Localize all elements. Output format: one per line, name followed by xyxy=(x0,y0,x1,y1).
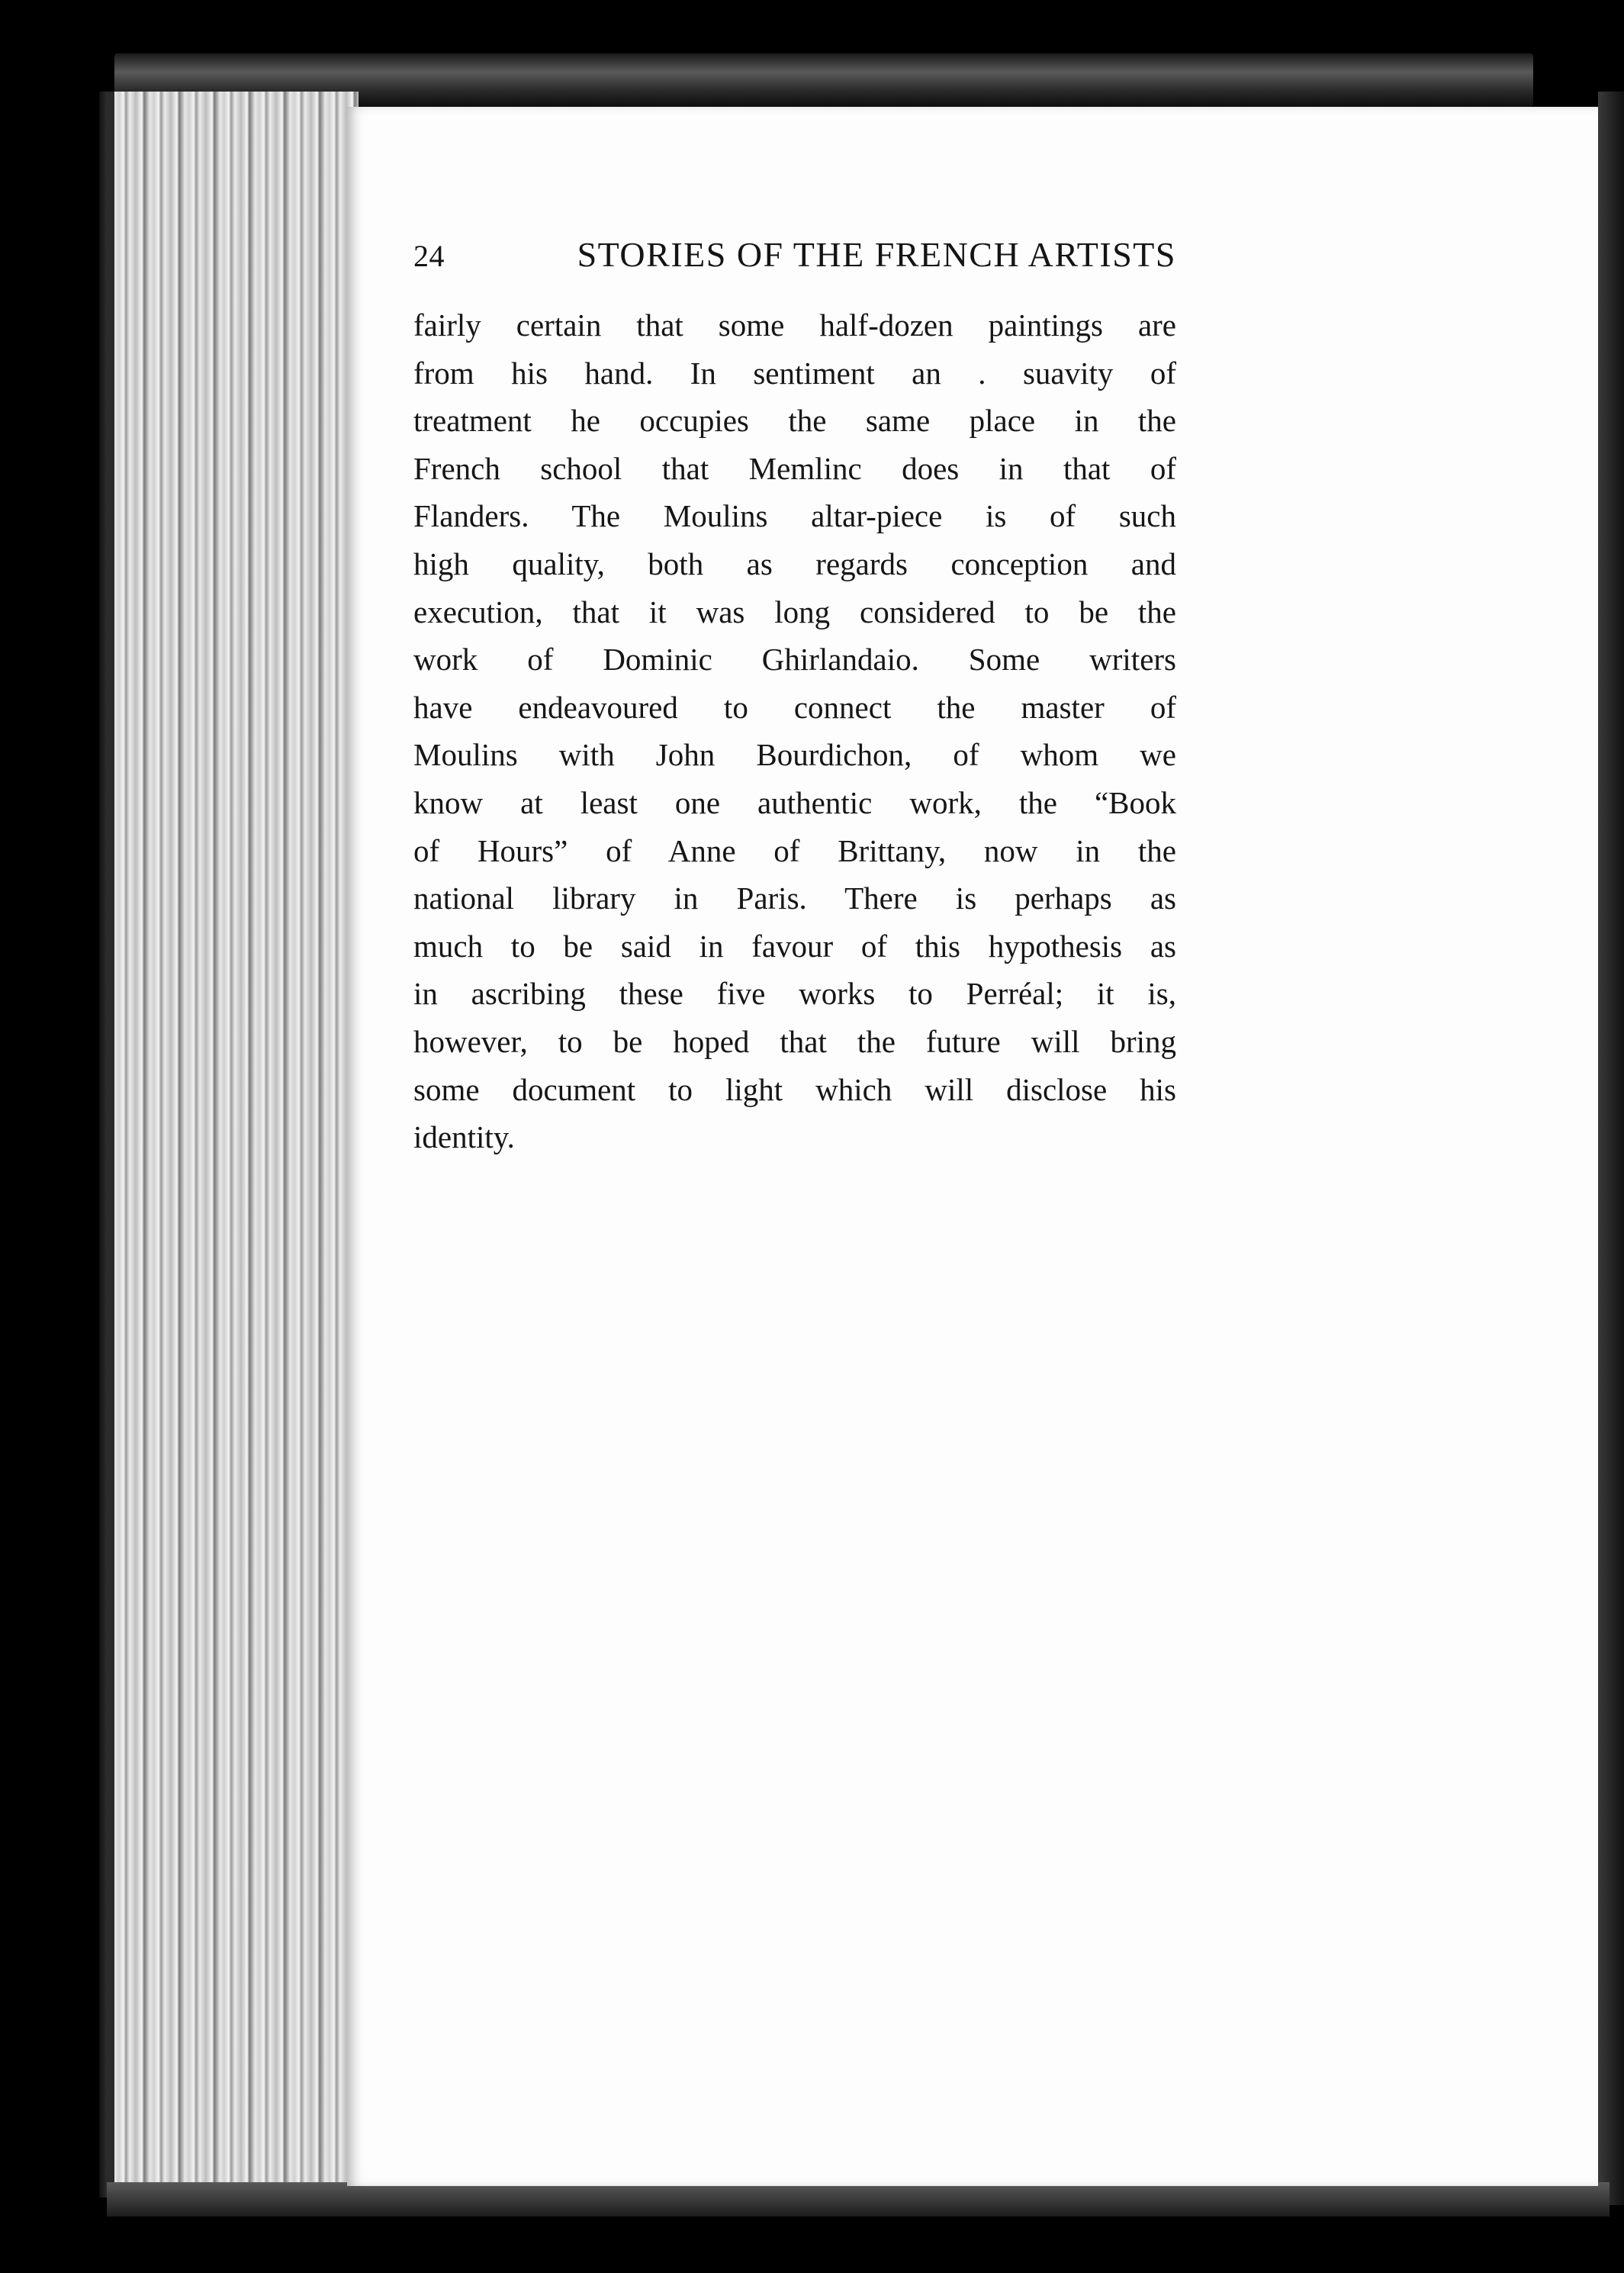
body-paragraph xyxy=(413,301,1176,1161)
text-line: in ascribing these five works to Perréal; it is, xyxy=(413,976,1176,1012)
book-cover-bottom-edge xyxy=(107,2182,1610,2217)
text-line: high quality, both as regards conception and xyxy=(413,546,1176,581)
text-line: some document to light which will disclose his xyxy=(413,1071,1176,1107)
text-line: however, to be hoped that the future will bring xyxy=(413,1023,1176,1059)
text-line: Moulins with John Bourdichon, of whom we xyxy=(413,737,1176,773)
page-stack-fore-edge xyxy=(107,92,359,2197)
text-line: identity. xyxy=(413,1119,515,1155)
text-line: have endeavoured to connect the master of xyxy=(413,689,1176,725)
text-line: treatment he occupies the same place in the xyxy=(413,403,1176,439)
text-line: much to be said in favour of this hypothesis as xyxy=(413,928,1176,964)
text-line: work of Dominic Ghirlandaio. Some writers xyxy=(413,642,1176,678)
book-cover-right-edge xyxy=(1598,92,1624,2205)
text-line: French school that Memlinc does in that of xyxy=(413,450,1176,486)
running-title: STORIES OF THE FRENCH ARTISTS xyxy=(577,235,1176,274)
text-line: from his hand. In sentiment an . suavity of xyxy=(413,355,1176,391)
running-head xyxy=(413,234,1176,275)
text-line: fairly certain that some half-dozen paintings are xyxy=(413,307,1176,343)
page-number: 24 xyxy=(413,239,445,273)
text-line: of Hours” of Anne of Brittany, now in the xyxy=(413,832,1176,868)
text-line: national library in Paris. There is perhaps as xyxy=(413,881,1176,916)
text-line: execution, that it was long considered to be the xyxy=(413,594,1176,629)
text-line: Flanders. The Moulins altar-piece is of such xyxy=(413,498,1176,534)
text-line: know at least one authentic work, the “Book xyxy=(413,784,1176,820)
